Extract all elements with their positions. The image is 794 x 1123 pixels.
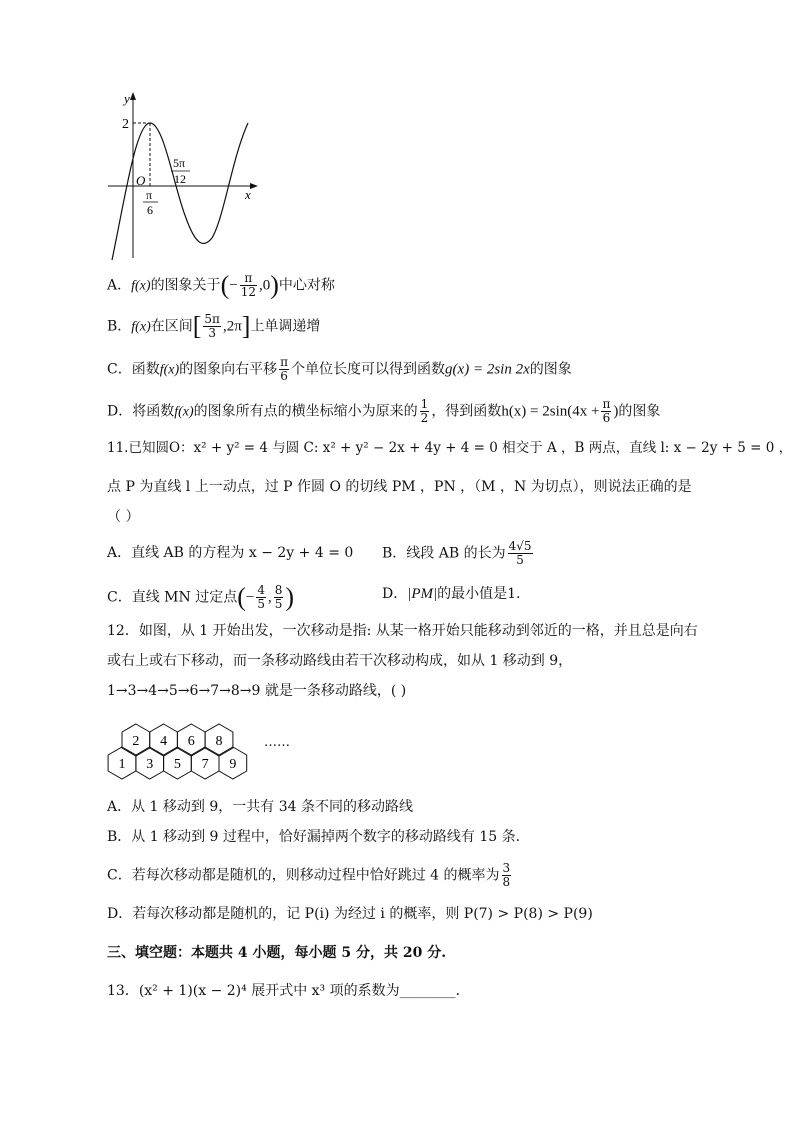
y-tick-label: 2	[122, 117, 129, 132]
q10-option-b: B．f(x)在区间[ $\frac{5\pi}{3}$ ,2π]上单调递增	[107, 311, 321, 341]
hex-cell-9-label: 9	[229, 757, 237, 772]
q12-stem-line3: 1→3→4→5→6→7→8→9 就是一条移动路线，( )	[107, 683, 407, 699]
hex-cell-3-label: 3	[146, 757, 154, 772]
hex-cell-5-label: 5	[173, 757, 181, 772]
q12-option-b: B．从 1 移动到 9 过程中，恰好漏掉两个数字的移动路线有 15 条.	[107, 829, 521, 845]
x-tick2-den: 12	[174, 172, 186, 186]
q10-option-a: A．f(x)的图象关于(− $\frac{\pi}{12}$ ,0)中心对称	[107, 270, 335, 300]
q12-stem-line1: 12．如图，从 1 开始出发，一次移动是指: 从某一格开始只能移动到邻近的一格，并且总是向右	[107, 623, 698, 639]
x-tick1-den: 6	[147, 203, 153, 217]
x-tick2-num: 5π	[173, 156, 186, 170]
sine-graph	[100, 88, 270, 263]
hex-cell-8-label: 8	[215, 734, 223, 749]
q12-option-a: A．从 1 移动到 9，一共有 34 条不同的移动路线	[107, 799, 413, 815]
q11-option-a: A．直线 AB 的方程为 x − 2y + 4 = 0	[107, 545, 354, 561]
hex-cell-7-label: 7	[201, 757, 209, 772]
q11-stem-line3: （ ）	[107, 509, 140, 525]
q12-stem-line2: 或右上或右下移动，而一条移动路线由若干次移动构成，如从 1 移动到 9，	[107, 653, 573, 669]
q10-option-c: C．函数f(x)的图象向右平移 $\frac{\pi}{6}$ 个单位长度可以得到函数g(x) = 2sin 2x的图象	[107, 355, 572, 383]
y-axis-label: y	[124, 91, 130, 106]
q12-option-c: C．若每次移动都是随机的，则移动过程中恰好跳过 4 的概率为 $\frac{3}{8}$	[107, 861, 511, 889]
hex-cell-2-label: 2	[132, 734, 140, 749]
hex-cell-4-label: 4	[160, 734, 168, 749]
section-3-heading: 三、填空题：本题共 4 小题，每小题 5 分，共 20 分.	[107, 945, 447, 961]
q13-stem: 13．(x² + 1)(x − 2)⁴ 展开式中 x³ 项的系数为________．	[107, 983, 470, 999]
sine-curve	[112, 123, 248, 260]
q11-stem-line1: 11.已知圆O：x² + y² = 4 与圆 C: x² + y² − 2x + 4y + 4 = 0 相交于 A ，B 两点，直线 l: x − 2y + 5 = 0 ，	[107, 440, 793, 456]
x-tick1-num: π	[146, 188, 153, 202]
origin-label: O	[136, 173, 146, 188]
q13-answer-blank[interactable]: ________	[399, 983, 456, 999]
hex-cell-1-label: 1	[118, 757, 126, 772]
q11-stem-line2: 点 P 为直线 l 上一动点，过 P 作圆 O 的切线 PM ，PN ，（M ，N 为切点），则说法正确的是	[107, 479, 692, 495]
hex-ellipsis: ……	[264, 735, 290, 750]
x-axis-label: x	[245, 187, 251, 202]
q11-option-d: D．|PM|的最小值是1.	[382, 586, 521, 602]
q11-option-c: C．直线 MN 过定点(− $\frac{4}{5}$ , $\frac{8}{5}$ )	[107, 582, 295, 612]
q12-option-d: D．若每次移动都是随机的，记 P(i) 为经过 i 的概率，则 P(7) > P(8) > P(9)	[107, 906, 593, 922]
hex-cell-6-label: 6	[187, 734, 195, 749]
q11-option-b: B．线段 AB 的长为 $\frac{4√5}{5}$	[382, 539, 532, 567]
q10-option-d: D．将函数f(x)的图象所有点的横坐标缩小为原来的 $\frac{1}{2}$ ，得到函数h(x) = 2sin(4x + $\frac{\pi}{6}$ )的图象	[107, 397, 661, 425]
